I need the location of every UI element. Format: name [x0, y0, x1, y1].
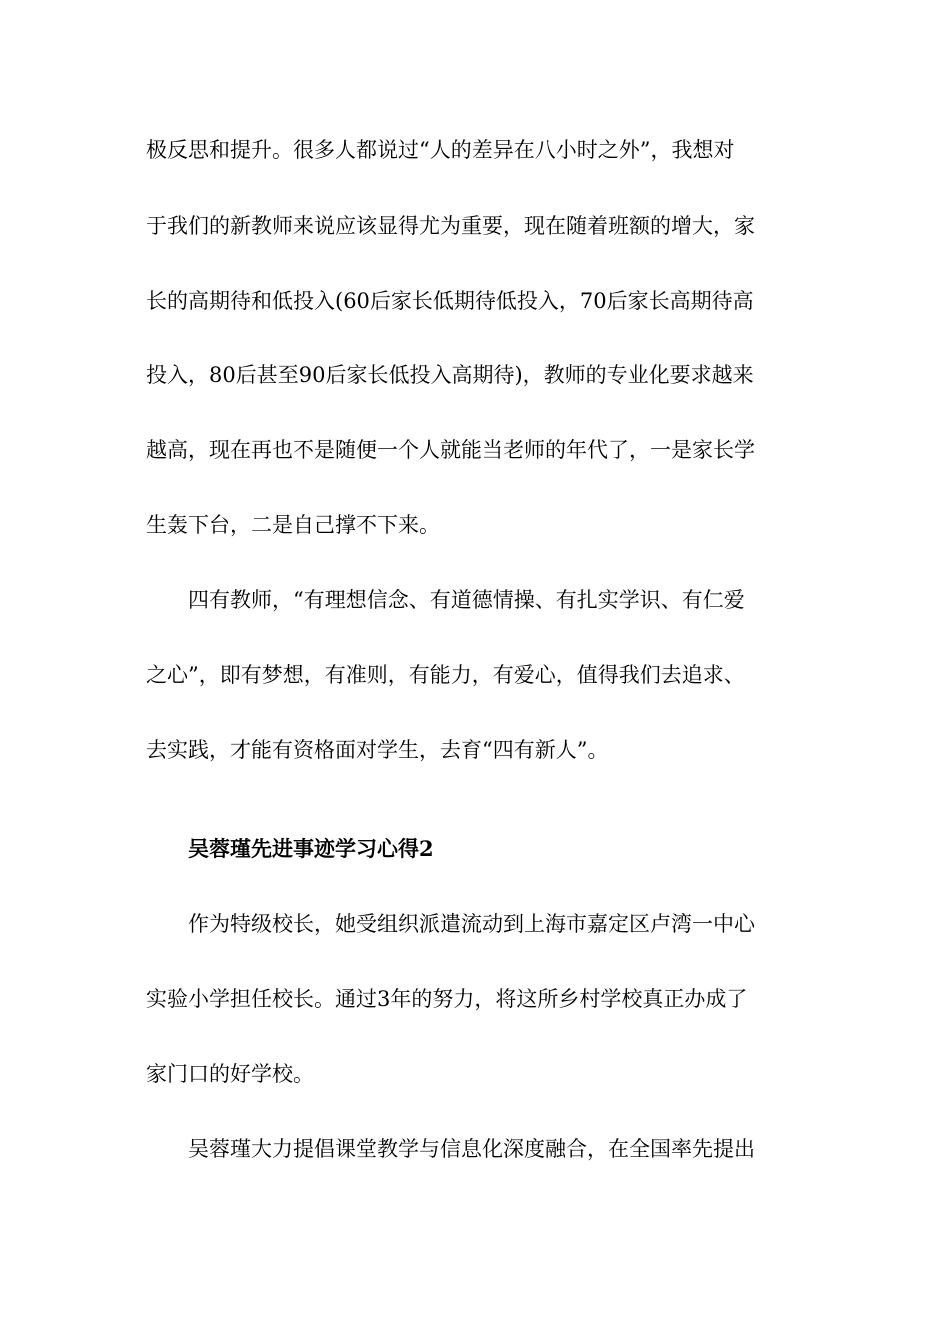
line-text: 之心”，即有梦想，有准则，有能力，有爱心，值得我们去追求、 [146, 663, 745, 687]
line-text: 于我们的新教师来说应该显得尤为重要，现在随着班额的增大，家 [146, 214, 755, 238]
heading-text: 吴蓉瑾先进事迹学习心得2 [188, 836, 434, 861]
line-text: 长的高期待和低投入(60后家长低期待低投入，70后家长高期待高 [146, 289, 754, 313]
line-text: 投入，80后甚至90后家长低投入高期待)，教师的专业化要求越来 [146, 363, 754, 387]
line-text: 去实践，才能有资格面对学生，去育“四有新人”。 [146, 738, 609, 762]
line-text: 四有教师，“有理想信念、有道德情操、有扎实学识、有仁爱 [188, 588, 745, 612]
line-text: 作为特级校长，她受组织派遣流动到上海市嘉定区卢湾一中心 [188, 912, 755, 936]
line-text: 极反思和提升。很多人都说过“人的差异在八小时之外”，我想对 [146, 138, 735, 162]
line-text: 吴蓉瑾大力提倡课堂教学与信息化深度融合，在全国率先提出 [188, 1137, 755, 1161]
line-text: 生轰下台，二是自己撑不下来。 [146, 513, 440, 537]
line-text: 家门口的好学校。 [146, 1062, 314, 1086]
line-text: 越高，现在再也不是随便一个人就能当老师的年代了，一是家长学 [146, 438, 755, 462]
line-text: 实验小学担任校长。通过3年的努力，将这所乡村学校真正办成了 [146, 987, 748, 1011]
